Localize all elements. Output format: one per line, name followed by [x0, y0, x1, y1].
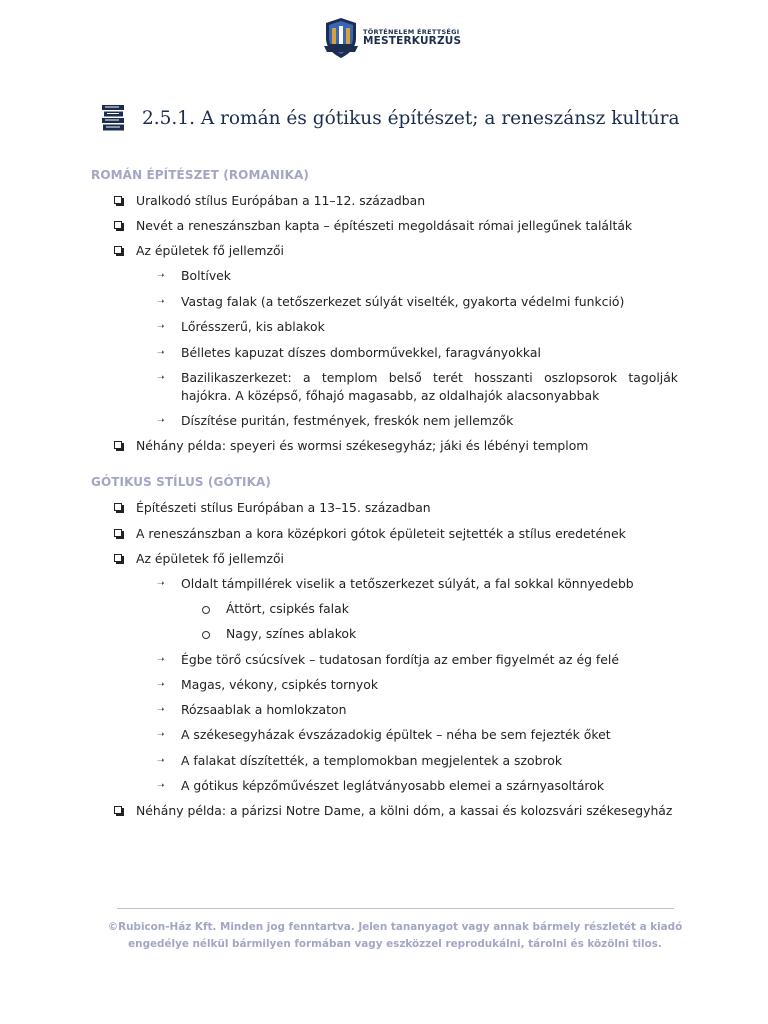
arrow-bullet-icon: ➝ — [157, 655, 165, 665]
checkbox-bullet-icon — [114, 196, 122, 204]
arrow-bullet-icon: ➝ — [157, 756, 165, 766]
shield-logo-icon — [322, 16, 360, 60]
copyright-footer — [100, 919, 690, 953]
checkbox-bullet-icon — [114, 529, 122, 537]
list-item: ➝ Oldalt támpillérek viselik a tetőszerkezet súlyát, a fal sokkal könnyedebb — [157, 576, 634, 591]
brand-logo — [322, 15, 462, 61]
arrow-bullet-icon: ➝ — [157, 348, 165, 358]
arrow-bullet-icon: ➝ — [157, 271, 165, 281]
list-item: Az épületek fő jellemzői — [136, 551, 284, 567]
list-item: ➝ A falakat díszítették, a templomokban megjelentek a szobrok — [157, 753, 563, 768]
list-item: Nevét a reneszánszban kapta – építészeti megoldásait római jellegűnek találták — [136, 218, 632, 234]
list-item: ➝ Bazilikaszerkezet: a templom belső terét hosszanti oszlopsorok tagolják hajókra. A középső, főhajó magasabb, az oldalhajók alacsonyabbak — [157, 370, 678, 403]
checkbox-bullet-icon — [114, 806, 122, 814]
list-item: Építészeti stílus Európában a 13–15. században — [136, 500, 431, 516]
list-item: Az épületek fő jellemzői — [136, 243, 284, 259]
section-heading-romanika: ROMÁN ÉPÍTÉSZET (ROMANIKA) — [91, 168, 309, 182]
list-item: Áttört, csipkés falak — [226, 601, 349, 617]
arrow-bullet-icon: ➝ — [157, 680, 165, 690]
list-item: ➝ Magas, vékony, csipkés tornyok — [157, 677, 378, 692]
arrow-bullet-icon: ➝ — [157, 297, 165, 307]
arrow-bullet-icon: ➝ — [157, 579, 165, 589]
checkbox-bullet-icon — [114, 221, 122, 229]
footer-line: engedélye nélkül bármilyen formában vagy eszközzel reprodukálni, tárolni és közölni tilos. — [128, 938, 662, 950]
section-heading-gotika: GÓTIKUS STÍLUS (GÓTIKA) — [91, 475, 271, 489]
list-item: ➝ A székesegyházak évszázadokig épültek – néha be sem fejezték őket — [157, 727, 611, 742]
logo-title: MESTERKURZUS — [363, 34, 462, 47]
footer-divider — [117, 908, 674, 909]
list-item: Néhány példa: speyeri és wormsi székesegyház; jáki és lébényi templom — [136, 438, 588, 454]
arrow-bullet-icon: ➝ — [157, 730, 165, 740]
logo-subtitle: TÖRTÉNELEM ÉRETTSÉGI — [363, 28, 460, 37]
list-item: A reneszánszban a kora középkori gótok épületeit sejtették a stílus eredetének — [136, 526, 626, 542]
footer-line: ©Rubicon-Ház Kft. Minden jog fenntartva. Jelen tananyagot vagy annak bármely részletét a kiadó — [107, 921, 683, 933]
list-item: ➝ Rózsaablak a homlokzaton — [157, 702, 347, 717]
arrow-bullet-icon: ➝ — [157, 781, 165, 791]
checkbox-bullet-icon — [114, 554, 122, 562]
arrow-bullet-icon: ➝ — [157, 705, 165, 715]
circle-bullet-icon — [202, 631, 210, 639]
list-item: ➝ Égbe törő csúcsívek – tudatosan fordítja az ember figyelmét az ég felé — [157, 652, 619, 667]
arrow-bullet-icon: ➝ — [157, 373, 165, 383]
book-stack-icon — [101, 104, 125, 132]
checkbox-bullet-icon — [114, 503, 122, 511]
list-item: Néhány példa: a párizsi Notre Dame, a kölni dóm, a kassai és kolozsvári székesegyház — [136, 803, 672, 819]
arrow-bullet-icon: ➝ — [157, 416, 165, 426]
list-item: ➝ Vastag falak (a tetőszerkezet súlyát viselték, gyakorta védelmi funkció) — [157, 294, 625, 309]
list-item: ➝ Bélletes kapuzat díszes domborművekkel, faragványokkal — [157, 345, 541, 360]
page-title: 2.5.1. A román és gótikus építészet; a reneszánsz kultúra — [142, 107, 680, 129]
list-item: ➝ A gótikus képzőművészet leglátványosabb elemei a szárnyasoltárok — [157, 778, 605, 793]
arrow-bullet-icon: ➝ — [157, 322, 165, 332]
list-item: Nagy, színes ablakok — [226, 626, 356, 642]
checkbox-bullet-icon — [114, 441, 122, 449]
list-item: ➝ Lőrésszerű, kis ablakok — [157, 319, 325, 334]
circle-bullet-icon — [202, 606, 210, 614]
list-item: Uralkodó stílus Európában a 11–12. században — [136, 193, 425, 209]
checkbox-bullet-icon — [114, 246, 122, 254]
list-item: ➝ Díszítése puritán, festmények, freskók nem jellemzők — [157, 413, 514, 428]
list-item: ➝ Boltívek — [157, 268, 231, 283]
page-header — [101, 104, 680, 132]
